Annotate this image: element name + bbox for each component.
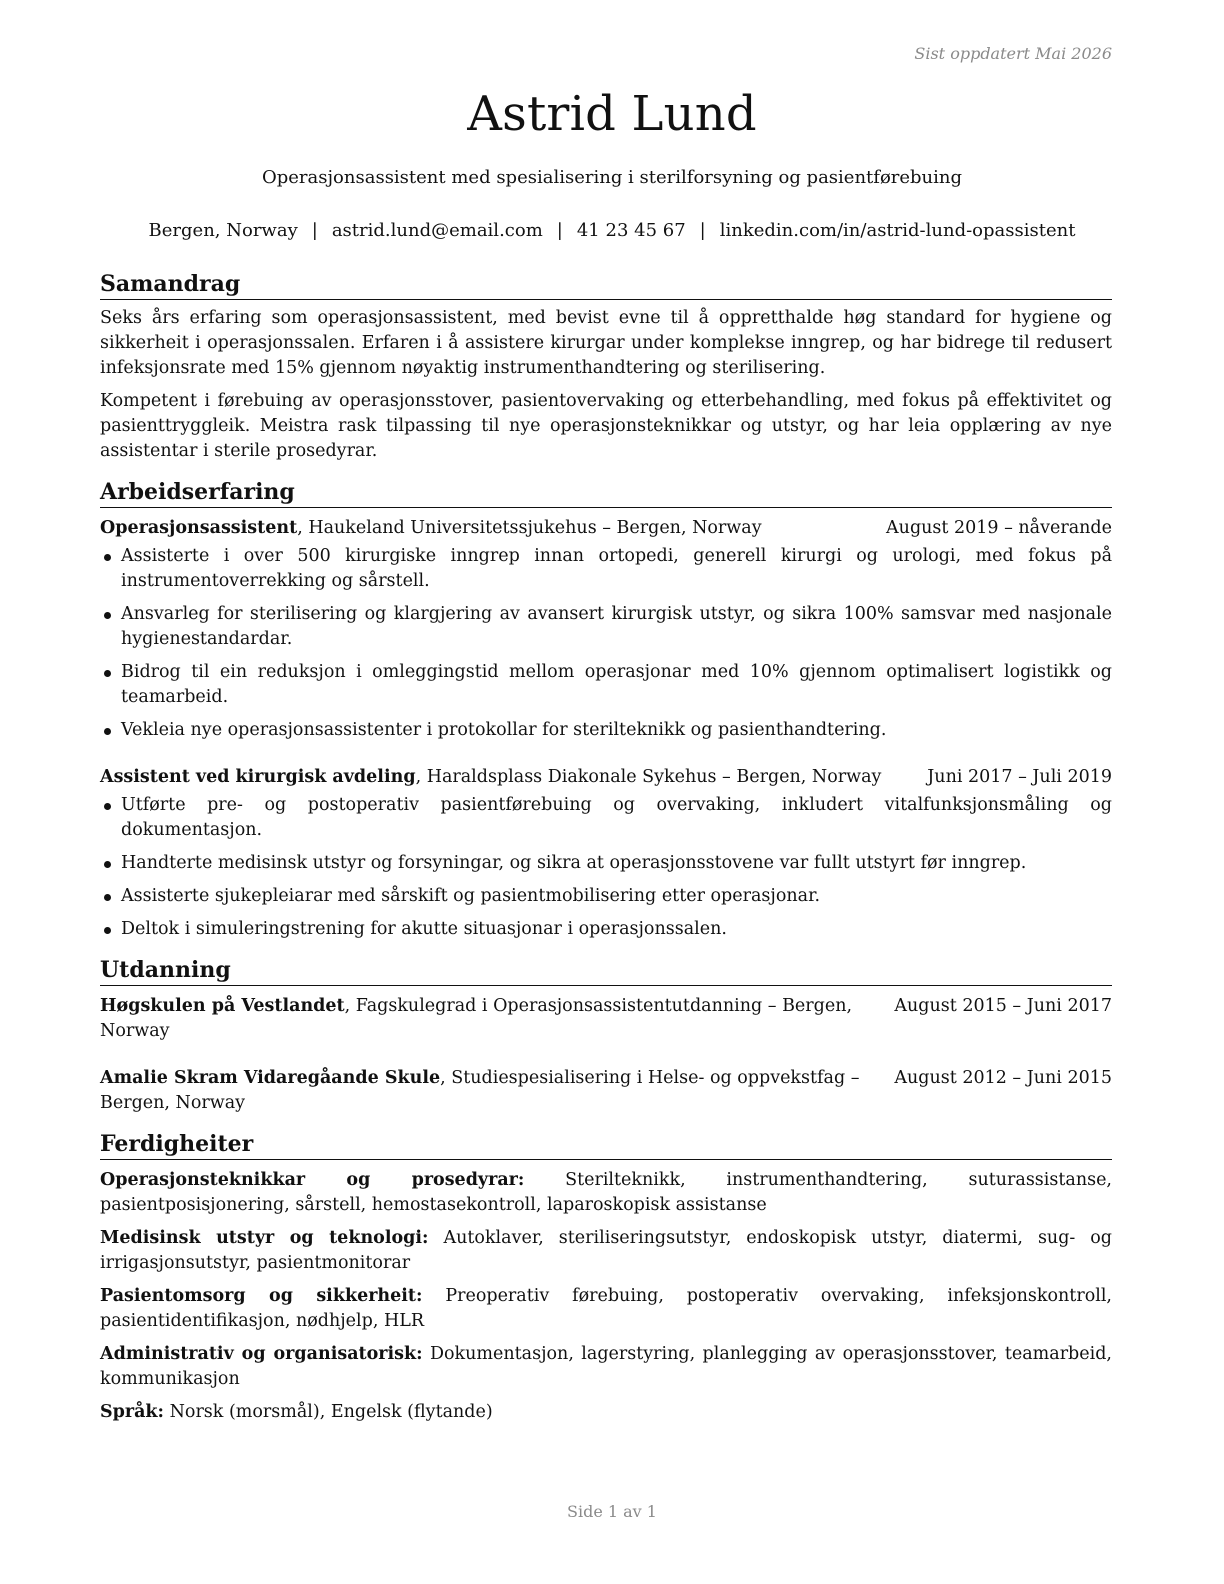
contact-linkedin[interactable]: linkedin.com/in/astrid-lund-opassistent (719, 220, 1076, 241)
skill-text: Dokumentasjon, lagerstyring, planlegging av operasjonsstover, teamarbeid, kommunikasjon (100, 1344, 1112, 1389)
last-updated: Sist oppdatert Mai 2026 (914, 44, 1112, 63)
job-place: , Haukeland Universitetssjukehus – Bergen, Norway (297, 518, 762, 538)
job-place: , Haraldsplass Diakonale Sykehus – Bergen, Norway (415, 767, 882, 787)
contact-line (0, 220, 1224, 241)
job-role: Operasjonsassistent (100, 518, 298, 538)
education-detail: , Fagskulegrad i Operasjonsassistentutdanning – Bergen, Norway (100, 996, 853, 1041)
list-item: Assisterte i over 500 kirurgiske inngrep innan ortopedi, generell kirurgi og urologi, med fokus på instrumentoverrekking og sårstell. (100, 544, 1112, 594)
skill-text: Norsk (morsmål), Engelsk (flytande) (164, 1402, 493, 1422)
skill-item (100, 1168, 1112, 1218)
list-item: Ansvarleg for sterilisering og klargjering av avansert kirurgisk utstyr, og sikra 100% samsvar med nasjonale hygienestandardar. (100, 602, 1112, 652)
education-school: Amalie Skram Vidaregåande Skule (100, 1068, 441, 1088)
education-title-line (100, 994, 894, 1044)
list-item: Bidrog til ein reduksjon i omleggingstid mellom operasjonar med 10% gjennom optimalisert logistikk og teamarbeid. (100, 660, 1112, 710)
education-dates: August 2012 – Juni 2015 (894, 1068, 1112, 1088)
education-section (100, 956, 1112, 1116)
skill-label: Medisinsk utstyr og teknologi: (100, 1228, 429, 1248)
job-title-line (100, 516, 886, 541)
job-title-line (100, 765, 927, 790)
skill-label: Administrativ og organisatorisk: (100, 1344, 423, 1364)
skill-item (100, 1400, 1112, 1425)
skill-text: Sterilteknikk, instrumenthandtering, suturassistanse, pasientposisjonering, sårstell, hemostasekontroll, laparoskopisk assistanse (100, 1170, 1112, 1215)
summary-paragraph: Kompetent i førebuing av operasjonsstover, pasientovervaking og etterbehandling, med fokus på effektivitet og pasienttryggleik. Meistra rask tilpassing til nye operasjonsteknikkar og utstyr, og har leia opplæring av nye assistentar i sterile prosedyrar. (100, 391, 1112, 461)
education-dates: August 2015 – Juni 2017 (894, 996, 1112, 1016)
list-item: Handterte medisinsk utstyr og forsyningar, og sikra at operasjonsstovene var fullt utstyrt før inngrep. (100, 851, 1112, 876)
job-dates: Juni 2017 – Juli 2019 (927, 767, 1112, 787)
contact-location: Bergen, Norway (148, 220, 298, 241)
skill-item (100, 1226, 1112, 1276)
skills-section (100, 1130, 1112, 1425)
contact-phone: 41 23 45 67 (576, 220, 686, 241)
contact-email[interactable]: astrid.lund@email.com (331, 220, 543, 241)
candidate-name: Astrid Lund (467, 86, 757, 142)
summary-section (100, 270, 1112, 464)
list-item: Utførte pre- og postoperativ pasientførebuing og overvaking, inkludert vitalfunksjonsmåling og dokumentasjon. (100, 793, 1112, 843)
skill-item (100, 1342, 1112, 1392)
skill-label: Operasjonsteknikkar og prosedyrar: (100, 1170, 525, 1190)
section-title: Ferdigheiter (100, 1130, 1112, 1160)
section-title: Samandrag (100, 270, 1112, 300)
skill-label: Pasientomsorg og sikkerheit: (100, 1286, 423, 1306)
page-number: Side 1 av 1 (567, 1502, 657, 1521)
list-item: Deltok i simuleringstrening for akutte situasjonar i operasjonssalen. (100, 917, 1112, 942)
tagline: Operasjonsassistent med spesialisering i sterilforsyning og pasientførebuing (261, 167, 963, 188)
skill-text: Preoperativ førebuing, postoperativ overvaking, infeksjonskontroll, pasientidentifikasjon, nødhjelp, HLR (100, 1286, 1112, 1331)
skill-label: Språk: (100, 1402, 165, 1422)
list-item: Vekleia nye operasjonsassistenter i protokollar for sterilteknikk og pasienthandtering. (100, 718, 1112, 743)
section-title: Utdanning (100, 956, 1112, 986)
job-role: Assistent ved kirurgisk avdeling (100, 767, 416, 787)
job-bullets (100, 544, 1112, 743)
contact-separator: | (699, 220, 706, 241)
job-bullets (100, 793, 1112, 942)
job-header (100, 765, 1112, 790)
education-school: Høgskulen på Vestlandet (100, 996, 345, 1016)
job-dates: August 2019 – nåverande (886, 518, 1112, 538)
summary-paragraph: Seks års erfaring som operasjonsassistent, med bevist evne til å oppretthalde høg standard for hygiene og sikkerheit i operasjonssalen. Erfaren i å assistere kirurgar under komplekse inngrep, og har bidrege til redusert infeksjonsrate med 15% gjennom nøyaktig instrumenthandtering og sterilisering. (100, 308, 1112, 378)
skill-text: Autoklaver, steriliseringsutstyr, endoskopisk utstyr, diatermi, sug- og irrigasjonsutstyr, pasientmonitorar (100, 1228, 1113, 1273)
education-detail: , Studiespesialisering i Helse- og oppvekstfag – Bergen, Norway (100, 1068, 860, 1113)
resume-content (100, 270, 1112, 1425)
education-item (100, 994, 1112, 1044)
education-item (100, 1066, 1112, 1116)
section-title: Arbeidserfaring (100, 478, 1112, 508)
contact-separator: | (556, 220, 563, 241)
experience-section (100, 478, 1112, 942)
list-item: Assisterte sjukepleiarar med sårskift og pasientmobilisering etter operasjonar. (100, 884, 1112, 909)
skill-item (100, 1284, 1112, 1334)
education-title-line (100, 1066, 894, 1116)
job-header (100, 516, 1112, 541)
contact-separator: | (311, 220, 318, 241)
